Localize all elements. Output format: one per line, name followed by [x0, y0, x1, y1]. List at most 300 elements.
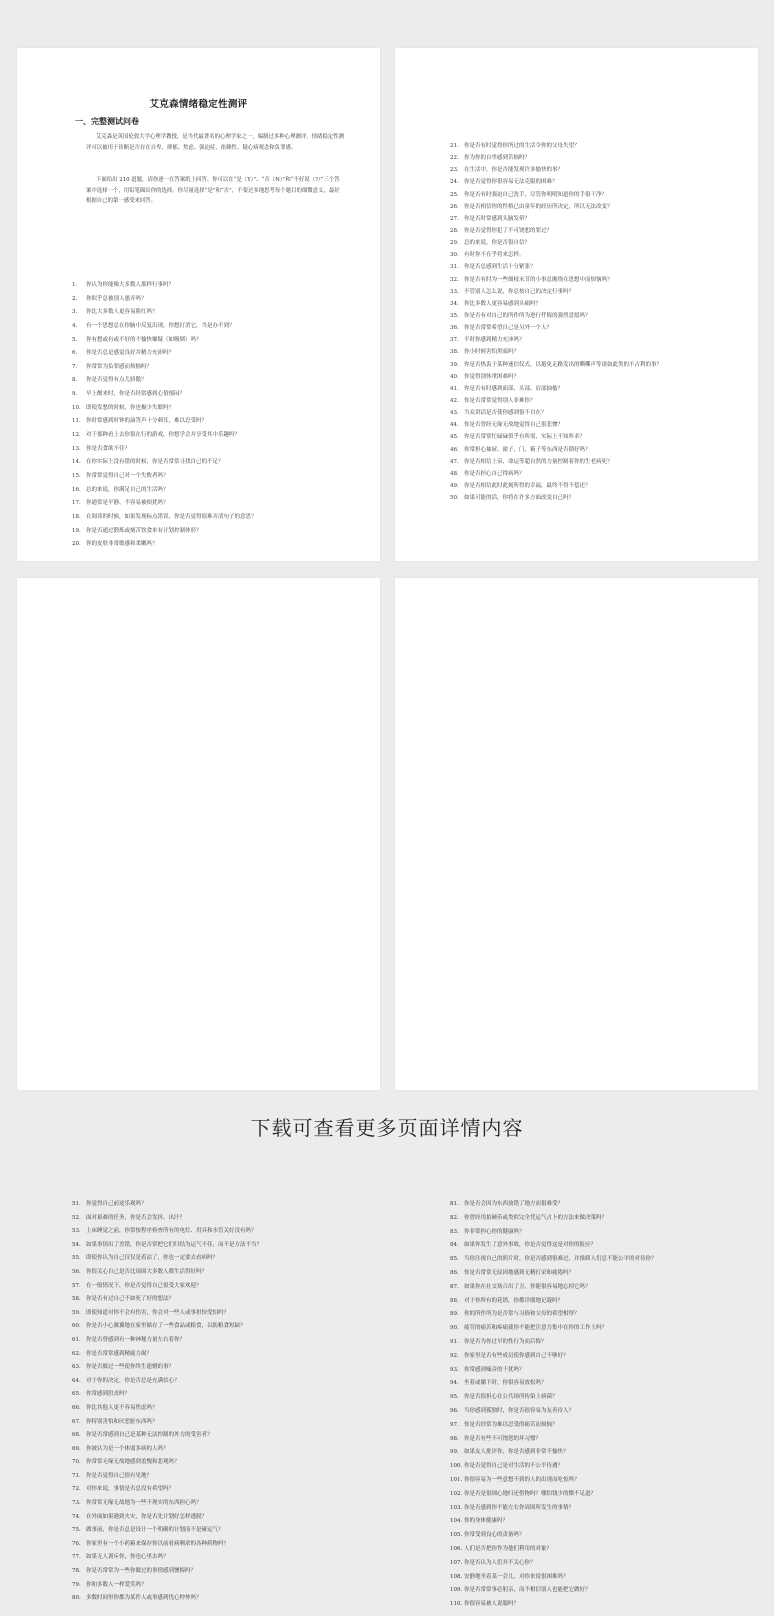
question-number: 110. [450, 1601, 463, 1608]
download-more-prompt[interactable]: 下载可查看更多页面详情内容 [250, 1116, 524, 1140]
question-number: 62. [72, 1350, 81, 1357]
question-item [450, 375, 750, 387]
question-number: 34. [450, 300, 459, 307]
question-text: 即使你认为自己仅仅是着凉了，你也一定要去看病吗？ [86, 1255, 219, 1262]
question-item [450, 1423, 750, 1437]
question-list [72, 1202, 372, 1610]
question-number: 88. [450, 1297, 459, 1304]
question-item [72, 1528, 372, 1542]
question-number: 63. [72, 1364, 81, 1371]
question-text: 你是否做过一些使你终生遗憾的事？ [86, 1364, 175, 1371]
question-text: 你是否有时觉得你所过的生活令你的父母失望？ [464, 143, 580, 149]
question-item [450, 1257, 750, 1271]
question-text: 你常受到良心的责备吗？ [464, 1532, 525, 1539]
question-item [450, 1492, 750, 1506]
question-number: 104. [450, 1518, 463, 1525]
question-item [72, 1270, 372, 1284]
question-number: 50. [450, 495, 459, 502]
question-text: 坐着或躺下时，你很容易放松吗？ [464, 1380, 547, 1387]
question-item [450, 1271, 750, 1285]
question-text: 总的来说，你是否很自信？ [464, 240, 531, 247]
question-number: 97. [450, 1421, 459, 1428]
question-text: 你为你的自卑感到苦恼吗？ [464, 155, 531, 162]
question-text: 安静地坐着某一会儿，对你来说很困难吗？ [464, 1573, 569, 1580]
question-text: 你是否热衷于某种迷信仪式，以避免走路发出的嘶嘶声等诸如此类的不吉利的事？ [464, 361, 663, 368]
question-item [72, 1243, 372, 1257]
question-item [450, 1312, 750, 1326]
question-text: 如果可能的话，你将在许多方面改变自己吗？ [464, 495, 575, 502]
question-text: 你有想或有或不好的不愉快嫌疑（如吸烟）吗？ [86, 336, 202, 343]
question-item [72, 1324, 372, 1338]
question-number: 95. [450, 1394, 459, 1401]
document-page-2 [395, 48, 758, 561]
question-number: 79. [72, 1581, 81, 1588]
question-text: 你时常感到时钟的滴答声十分刺耳，难以忍受吗？ [86, 418, 208, 425]
question-text: 你常担心抽屉、窗子、门、箱子等东西是否锁好吗？ [464, 446, 591, 453]
question-item [72, 392, 372, 406]
question-item [450, 1602, 750, 1616]
question-number: 77. [72, 1554, 81, 1561]
question-number: 89. [450, 1311, 459, 1318]
question-number: 86. [450, 1269, 459, 1276]
question-number: 99. [450, 1449, 459, 1456]
question-text: 你比大多数人更容易脸红吗？ [86, 309, 158, 316]
question-item [72, 419, 372, 433]
question-text: 你非常担心你的健康吗？ [464, 1228, 525, 1235]
question-item [450, 180, 750, 192]
question-list [450, 144, 750, 508]
question-item [450, 363, 750, 375]
question-item [450, 193, 750, 205]
question-number: 27. [450, 215, 459, 222]
question-number: 29. [450, 240, 459, 247]
question-number: 32. [450, 276, 459, 283]
question-text: 当众讲话是否使你感到很不自在？ [464, 410, 547, 417]
question-text: 你是否有些不可饶恕的坏习惯？ [464, 1435, 542, 1442]
question-item [450, 1326, 750, 1340]
question-item [450, 1243, 750, 1257]
question-number: 64. [72, 1377, 81, 1384]
question-text: 在生活中，你是否能发现许多愉快的事？ [464, 167, 564, 174]
question-number: 57. [72, 1282, 81, 1289]
question-text: 对于那种看上去你很在行的游戏，你想学会并享受其中乐趣吗？ [86, 432, 241, 439]
question-number: 103. [450, 1504, 463, 1511]
question-number: 8. [72, 377, 78, 384]
question-number: 58. [72, 1296, 81, 1303]
question-text: 你是否小心翼翼地在家里储存了一些食品或粮食，以防粮食短缺？ [86, 1323, 246, 1330]
question-list [72, 283, 372, 556]
question-item [72, 1297, 372, 1311]
question-item [450, 1340, 750, 1354]
question-text: 你觉得自己前途乐观吗？ [86, 1201, 147, 1207]
question-item [72, 433, 372, 447]
question-number: 73. [72, 1500, 81, 1507]
question-item [72, 1555, 372, 1569]
question-number: 109. [450, 1587, 463, 1594]
question-text: 你是否总感到生活十分紧张？ [464, 264, 536, 271]
question-item [450, 1506, 750, 1520]
question-text: 你是否有时强迫自己洗手，尽管你明明知道你的手很干净？ [464, 191, 608, 198]
question-number: 106. [450, 1545, 463, 1552]
question-item [72, 501, 372, 515]
question-item [72, 310, 372, 324]
question-text: 即使发愁的时候，你也极少失眠吗？ [86, 404, 175, 411]
question-text: 你是否总是感觉良好并精力充沛吗？ [86, 350, 175, 357]
question-item [72, 1596, 372, 1610]
question-number: 3. [72, 309, 78, 316]
question-number: 98. [450, 1435, 459, 1442]
question-number: 19. [72, 527, 81, 534]
question-text: 你是否常常忙碌碌似乎有所需，实际上不知所求？ [464, 434, 586, 441]
question-number: 28. [450, 227, 459, 234]
question-text: 如果你在社交场合出了丑，你能很容易地忘掉它吗？ [464, 1283, 591, 1290]
question-number: 12. [72, 432, 81, 439]
question-item [450, 1395, 750, 1409]
question-text: 你是否常感到自己是某种无法控制的外力的受害者？ [86, 1432, 213, 1439]
question-text: 你是否觉得自己是对生活的不公平待遇？ [464, 1463, 564, 1470]
question-number: 7. [72, 363, 78, 370]
question-item [72, 1460, 372, 1474]
question-text: 你是否觉得你很容易无法克服的困难？ [464, 179, 558, 186]
question-number: 54. [72, 1241, 81, 1248]
question-text: 对于你的决定，你是否总是充满信心？ [86, 1377, 180, 1384]
question-text: 有一个思想总在你脑中反复出现，你想打消它，当是办不到？ [86, 322, 235, 329]
question-item [450, 460, 750, 472]
question-text: 你觉得别体重困难吗？ [464, 373, 520, 380]
question-text: 当你感到孤独时，你是否很容易为友善待人？ [464, 1407, 575, 1414]
question-number: 80. [72, 1595, 81, 1602]
question-item [450, 350, 750, 362]
question-item [450, 1547, 750, 1561]
question-number: 42. [450, 397, 459, 404]
question-number: 38. [450, 349, 459, 356]
question-text: 你是否很担心在公共场所传染上病菌？ [464, 1394, 558, 1401]
question-text: 有时你不在乎将来怎样。 [464, 252, 525, 259]
question-text: 如果无人训斥你，你也心里去吗？ [86, 1554, 169, 1561]
question-number: 18. [72, 513, 81, 520]
question-number: 46. [450, 446, 459, 453]
question-text: 你是否有时感到面部、头部、肩部抽搐？ [464, 385, 564, 392]
question-item [450, 1202, 750, 1216]
question-number: 10. [72, 404, 81, 411]
question-text: 你是否相信你的性格已由童年的经历所决定，所以无法改变？ [464, 203, 613, 210]
question-number: 72. [72, 1486, 81, 1493]
question-text: 你是否时常感到头脑发晕？ [464, 215, 531, 222]
question-item [72, 1447, 372, 1461]
question-text: 你是否觉得你犯了不可饶恕的罪过？ [464, 227, 553, 234]
question-number: 43. [450, 410, 459, 417]
question-item [450, 1575, 750, 1589]
question-item [450, 1381, 750, 1395]
question-text: 你是否常常为一些你做过的事情感到懊悔吗？ [86, 1568, 197, 1575]
question-item [450, 1299, 750, 1313]
question-number: 87. [450, 1283, 459, 1290]
question-number: 24. [450, 179, 459, 186]
question-item [72, 515, 372, 529]
question-number: 22. [450, 155, 459, 162]
question-item [72, 1202, 372, 1216]
question-item [450, 1437, 750, 1451]
question-number: 1. [72, 282, 78, 288]
question-number: 25. [450, 191, 459, 198]
question-list [450, 1202, 750, 1616]
question-text: 如果你发生了意外事故，你是否觉得这是对你的报应？ [464, 1242, 597, 1249]
question-number: 65. [72, 1391, 81, 1398]
question-text: 你是否通过锻炼或刻苦饮食来有计划控制体形？ [86, 527, 202, 534]
question-text: 疲劳的痛苦和疼痛使你不能把注意力集中在你的工作上吗？ [464, 1325, 608, 1332]
question-text: 你是否是很细心地归还借物吗？哪怕钱少的微不足道？ [464, 1490, 597, 1497]
question-text: 上床睡觉之前，你常按程序检查所有的电灯、用具和水管关好没有吗？ [86, 1228, 257, 1235]
question-text: 你常感到沮丧吗？ [86, 1391, 131, 1398]
question-number: 41. [450, 385, 459, 392]
question-number: 23. [450, 167, 459, 174]
question-number: 59. [72, 1309, 81, 1316]
question-item [72, 474, 372, 488]
question-item [72, 1583, 372, 1597]
question-number: 56. [72, 1268, 81, 1275]
question-item [450, 496, 750, 508]
section-heading: 一、完整测试问卷 [75, 116, 139, 126]
question-number: 52. [72, 1214, 81, 1221]
question-item [72, 1487, 372, 1501]
question-number: 94. [450, 1380, 459, 1387]
question-item [72, 1569, 372, 1583]
question-number: 92. [450, 1352, 459, 1359]
question-number: 20. [72, 541, 81, 548]
question-item [72, 1392, 372, 1406]
question-number: 26. [450, 203, 459, 210]
question-item [72, 351, 372, 365]
question-number: 68. [72, 1432, 81, 1439]
question-text: 你似乎总被别人愚弄吗？ [86, 295, 147, 302]
question-text: 你认为你能像大多数人那样行事吗？ [86, 282, 175, 288]
question-number: 47. [450, 458, 459, 465]
question-number: 39. [450, 361, 459, 368]
question-text: 你是否感到你不能左右你周围所发生的事情？ [464, 1504, 575, 1511]
question-item [72, 1311, 372, 1325]
question-number: 5. [72, 336, 78, 343]
question-item [72, 1433, 372, 1447]
question-text: 早上醒来时，你是否经常感到心情郁闷？ [86, 391, 186, 398]
question-text: 你很容易被人说服吗？ [464, 1601, 520, 1608]
question-number: 61. [72, 1336, 81, 1343]
question-text: 你特别害怕和厌恶脏东西吗？ [86, 1418, 158, 1425]
question-number: 90. [450, 1325, 459, 1332]
question-text: 你是否曾感到有一种神秘力量左右着你？ [86, 1336, 186, 1343]
intro-paragraph: 艾克森是英国伦敦大学心理学教授，是当代最著名的心理学家之一，编制过多种心理测评。情绪稳定性测评可以被用于诊断是否存在自卑、抑郁、焦虑、强迫症、依赖性、疑心病观念和负罪感。 [86, 134, 344, 151]
question-text: 如果友人批评你，你是否感到非常不愉快？ [464, 1449, 569, 1456]
question-number: 4. [72, 322, 78, 329]
question-text: 在一般情况下，你是否觉得自己很受大家欢迎？ [86, 1282, 202, 1289]
question-number: 13. [72, 445, 81, 452]
question-item [450, 1409, 750, 1423]
question-number: 33. [450, 288, 459, 295]
question-text: 你是否担心自己得病吗？ [464, 470, 525, 477]
question-number: 85. [450, 1256, 459, 1263]
question-number: 51. [72, 1201, 81, 1207]
question-number: 108. [450, 1573, 463, 1580]
question-text: 你比多数人更容易感到头痛吗？ [464, 300, 542, 307]
question-number: 37. [450, 337, 459, 344]
question-text: 你通常是平静、不容易被烦扰吗？ [86, 500, 169, 507]
question-number: 76. [72, 1540, 81, 1547]
question-item [450, 1478, 750, 1492]
question-number: 45. [450, 434, 459, 441]
question-number: 36. [450, 325, 459, 332]
question-text: 你是否认为人们并不关心你？ [464, 1559, 536, 1566]
document-page-3 [17, 578, 380, 1602]
question-number: 35. [450, 312, 459, 319]
question-text: 平时你感到精力充沛吗？ [464, 337, 525, 344]
question-number: 71. [72, 1472, 81, 1479]
question-text: 当你注视自己的照片时，你是否感到很难过，并推卸人们总不能公平的对待你？ [464, 1256, 657, 1263]
question-text: 你是否有过自己不如死了好的想法？ [86, 1296, 175, 1303]
question-item [72, 1338, 372, 1352]
question-item [450, 1464, 750, 1478]
question-number: 102. [450, 1490, 463, 1497]
question-number: 14. [72, 459, 81, 466]
question-number: 44. [450, 422, 459, 429]
question-text: 在你实际上没有错的时候，你是否常常寻找自己的不足？ [86, 459, 224, 466]
question-text: 你是否常常觉得别人非难你？ [464, 397, 536, 404]
question-text: 如果事情出了差错，你是否常把它们归结为运气不佳，而不是方法不当？ [86, 1241, 263, 1248]
question-number: 31. [450, 264, 459, 271]
question-text: 即使知道对你不会有伤害，你会对一些人或事担惊受怕吗？ [86, 1309, 230, 1316]
intro-paragraph: 下面给出 210 道题，请你逐一在答案纸上回答。你可以在“是（Y）”、“否（N）”和“不好说（?）”三个答案中选择一个，用铅笔圈出你的选择。你尽量选择“是”和“否”，不要过多地思考每个题目的细微意义，最好根据自己的第一感受来回答。 [86, 177, 340, 205]
question-item [450, 1230, 750, 1244]
question-number: 17. [72, 500, 81, 507]
question-number: 30. [450, 252, 459, 259]
question-number: 67. [72, 1418, 81, 1425]
question-text: 你的皮肤非常敏感和柔嫩吗？ [86, 541, 158, 548]
question-item [72, 1365, 372, 1379]
question-number: 55. [72, 1255, 81, 1262]
question-item [450, 1519, 750, 1533]
question-number: 93. [450, 1366, 459, 1373]
question-text: 你是否为你过早的性行为而后悔？ [464, 1338, 547, 1345]
question-item [450, 290, 750, 302]
question-number: 100. [450, 1463, 463, 1470]
question-number: 21. [450, 143, 459, 149]
question-number: 96. [450, 1407, 459, 1414]
question-number: 2. [72, 295, 78, 302]
question-text: 你家里有一个小药箱来保存你以前看病剩余的各种药物吗？ [86, 1540, 230, 1547]
question-text: 你是否相信此时此刻所得的幸福，最终不得不偿还？ [464, 482, 591, 489]
question-text: 你是否食欲不佳？ [86, 445, 131, 452]
question-number: 48. [450, 470, 459, 477]
question-number: 78. [72, 1568, 81, 1575]
question-text: 面对艰难的任务，你是否会发抖、出汗？ [86, 1214, 186, 1221]
question-item [72, 1216, 372, 1230]
question-number: 101. [450, 1476, 463, 1483]
question-number: 40. [450, 373, 459, 380]
question-text: 你是否经常为难以忍受的痛苦而烦恼？ [464, 1421, 558, 1428]
question-text: 你常常无缘无故地为一些不现实的东西担心吗？ [86, 1500, 202, 1507]
question-item [72, 324, 372, 338]
question-text: 你是否常常感到精疲力竭？ [86, 1350, 153, 1357]
question-text: 你常常无缘无故地感到羞愧和悲观吗？ [86, 1459, 180, 1466]
question-text: 你和多数人一样爱笑吗？ [86, 1581, 147, 1588]
question-item [72, 1542, 372, 1556]
question-number: 49. [450, 482, 459, 489]
question-item [450, 1588, 750, 1602]
question-item [450, 278, 750, 290]
question-number: 83. [450, 1228, 459, 1235]
question-number: 66. [72, 1404, 81, 1411]
question-text: 你是否相信上帝、命运等超自然的力量控制着你的生老病死？ [464, 458, 613, 465]
document-title: 艾克森情绪稳定性测评 [149, 99, 248, 110]
question-text: 你是否觉得有点儿骄傲？ [86, 377, 147, 384]
question-text: 你的身体健康吗？ [464, 1518, 509, 1525]
question-number: 15. [72, 472, 81, 479]
question-number: 16. [72, 486, 81, 493]
question-item [450, 1285, 750, 1299]
question-text: 你是否常常无原因地感到无精打采和疲倦吗？ [464, 1269, 575, 1276]
question-text: 不管别人怎么说，你总按自己的决定行事吗？ [464, 288, 575, 295]
question-item [450, 435, 750, 447]
question-text: 你被认为是一个体弱多病的人吗？ [86, 1445, 169, 1452]
question-text: 在外面如果遇到火灾，你是否先计划好怎样逃脱？ [86, 1513, 208, 1520]
question-item [72, 1256, 372, 1270]
question-text: 多数时间里你都为某件人或事感到忧心忡忡吗？ [86, 1595, 202, 1602]
question-text: 你常常为负罪感而烦恼吗？ [86, 363, 153, 370]
question-item [450, 1533, 750, 1547]
question-item [72, 1501, 372, 1515]
question-text: 你是否会因为东西放错了地方而很难受？ [464, 1201, 564, 1207]
question-number: 6. [72, 350, 78, 357]
question-text: 你比其他人更不容易焦虑吗？ [86, 1404, 158, 1411]
question-number: 84. [450, 1242, 459, 1249]
question-text: 做事前，你是否总是设计一个明确的计划而不是碰运气？ [86, 1527, 224, 1534]
question-text: 你是否曾经无缘无故地觉得自己很悲惨？ [464, 422, 564, 429]
question-text: 你常感到噪音的干扰吗？ [464, 1366, 525, 1373]
question-text: 你很容易为一些意想不到的人的出现而吃惊吗？ [464, 1476, 580, 1483]
question-number: 70. [72, 1459, 81, 1466]
question-text: 在阅读的时候，如果发现标点错误，你是否觉得很难弄清句子的意思？ [86, 513, 257, 520]
question-item [450, 1368, 750, 1382]
question-number: 53. [72, 1228, 81, 1235]
question-item [72, 1474, 372, 1488]
question-number: 74. [72, 1513, 81, 1520]
question-item [72, 1420, 372, 1434]
question-item [450, 1354, 750, 1368]
question-item [72, 283, 372, 297]
question-number: 69. [72, 1445, 81, 1452]
question-number: 107. [450, 1559, 463, 1566]
question-item [72, 542, 372, 556]
document-page-4 [395, 578, 758, 1608]
question-text: 你家里是否有些成员使你感到自己不够好？ [464, 1352, 569, 1359]
question-item [72, 1379, 372, 1393]
question-text: 你是否有时为一些细枝末节的小事总缠绕在思想中而烦恼吗？ [464, 276, 613, 283]
question-number: 82. [450, 1214, 459, 1221]
question-number: 105. [450, 1532, 463, 1539]
question-text: 你常常觉得自己对一个失败者吗？ [86, 472, 169, 479]
question-item [72, 460, 372, 474]
question-item [72, 1352, 372, 1366]
question-item [72, 1284, 372, 1298]
question-text: 你是否觉得自己很有见地？ [86, 1472, 153, 1479]
question-text: 你曾经用拍硬币或类似完全凭运气占卜的方法来做决策吗？ [464, 1214, 608, 1221]
question-item [450, 1216, 750, 1230]
question-text: 你小时候害怕黑暗吗？ [464, 349, 520, 356]
question-item [72, 1229, 372, 1243]
question-text: 人们是否把你作为他们利用的对象？ [464, 1545, 553, 1552]
question-text: 总的来说，你满足自己的生活吗？ [86, 486, 169, 493]
question-item [450, 1561, 750, 1575]
question-number: 75. [72, 1527, 81, 1534]
question-text: 对你来说，事情是否总没有希望吗？ [86, 1486, 175, 1493]
